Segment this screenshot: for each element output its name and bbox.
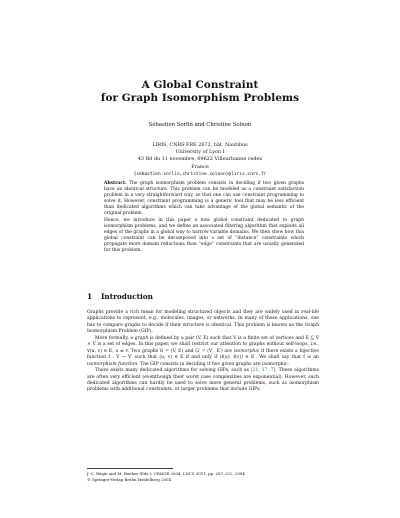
text-run: . These algorithms are often very efficient (eventhough their worst case complexities are exponential). However, such dedicated algorithms can hardly be used to solve more general problems, such as isomorphism problems with additional constraints, or larger problems that include GIPs. <box>87 368 319 393</box>
term: isomorphic <box>233 348 260 354</box>
footer-lines <box>87 471 319 482</box>
section-number: 1 <box>87 292 93 301</box>
text-run: is defined by a pair (V, E) such that V is a finite set of vertices and E ⊆ V × V is a set of edges. In this paper, we shall restrict our attention to graphs without self-loops, i.e., ∀(u, v) ∈ E, u ≠ v. Two graphs G = (V, E) and G′ = (V′, E′) are <box>87 335 319 354</box>
abstract-label: Abstract. <box>104 181 127 186</box>
title-line-1: A Global Constraint <box>141 79 259 91</box>
text-run: More formally, a <box>95 335 135 341</box>
body-paragraph-1: Graphs provide a rich mean for modeling structured objects and they are widely used in real-life applications to represent, e.g., molecules, images, or networks. In many of these applications, one has to compare graphs to decide if their structure is identical. This problem is known as the Graph Isomorphism Problem (GIP). <box>87 310 319 335</box>
footer <box>87 468 247 482</box>
abstract <box>104 181 304 254</box>
abstract-paragraph-2: Hence, we introduce in this paper a new global constraint dedicated to graph isomorphism problems, and we define an associated filtering algorithm that exploits all edges of the graphs in a global way to narrow variable domains. We then show how this global constraint can be decomposed into a set of “distance” constraints which propagate more domain reductions than “edge” constraints that are usually generated for this problem. <box>104 217 304 254</box>
title-line-2: for Graph Isomorphism Problems <box>100 92 300 104</box>
section-title: Introduction <box>101 292 153 301</box>
section-heading <box>87 292 153 301</box>
author-emails: {sebastien.sorlin,christine.solnon}@liris.cnrs.fr <box>133 171 267 177</box>
affiliation-line: 43 Bd du 11 novembre, 69622 Villeurbanne cedex <box>137 156 263 163</box>
abstract-text: The graph isomorphism problem consists in deciding if two given graphs have an identical structure. This problem can be modeled as a constraint satisfaction problem in a very straightforward way, so that one can use constraint programming to solve it. However, constraint programming is a generic tool that may be less efficient than dedicated algorithms which can take advantage of the global semantic of the original problem. <box>104 181 304 217</box>
affiliation-line: University of Lyon I <box>175 149 225 156</box>
footer-copyright: © Springer-Verlag Berlin Heidelberg 2004 <box>87 476 171 482</box>
affiliation-line: LIRIS, CNRS FRE 2672, bât. Nautibus <box>152 142 248 148</box>
abstract-paragraph-1 <box>104 181 304 218</box>
affiliation <box>0 142 400 178</box>
text-run: . The GIP consists in deciding if two given graphs are isomorphic. <box>137 361 290 367</box>
body-text <box>87 310 319 394</box>
authors: Sébastien Sorlin and Christine Solnon <box>148 122 252 128</box>
body-paragraph-3 <box>87 368 319 394</box>
text-run: , 2004. <box>232 471 247 476</box>
page-link[interactable]: 302 <box>225 471 233 476</box>
citation-link[interactable]: [21, 17, 7] <box>250 368 276 374</box>
term: isomorphism function <box>87 361 138 367</box>
paper-title <box>0 79 400 105</box>
text-run: J.-C. Régin and M. Rueher (Eds.): CPAIOR 2004, LNCS 3011, pp. 287– <box>87 471 226 476</box>
term: graph <box>134 335 149 341</box>
text-run: There exists many dedicated algorithms for solving GIPs, such as <box>95 368 251 374</box>
body-paragraph-2 <box>87 336 319 368</box>
text-run: if there exists a bijective function f : V → V′ such that (u, v) ∈ E if and only if (f(u), f(v)) ∈ E′. We shall say that f is an <box>87 348 319 361</box>
affiliation-line: France <box>191 163 209 170</box>
